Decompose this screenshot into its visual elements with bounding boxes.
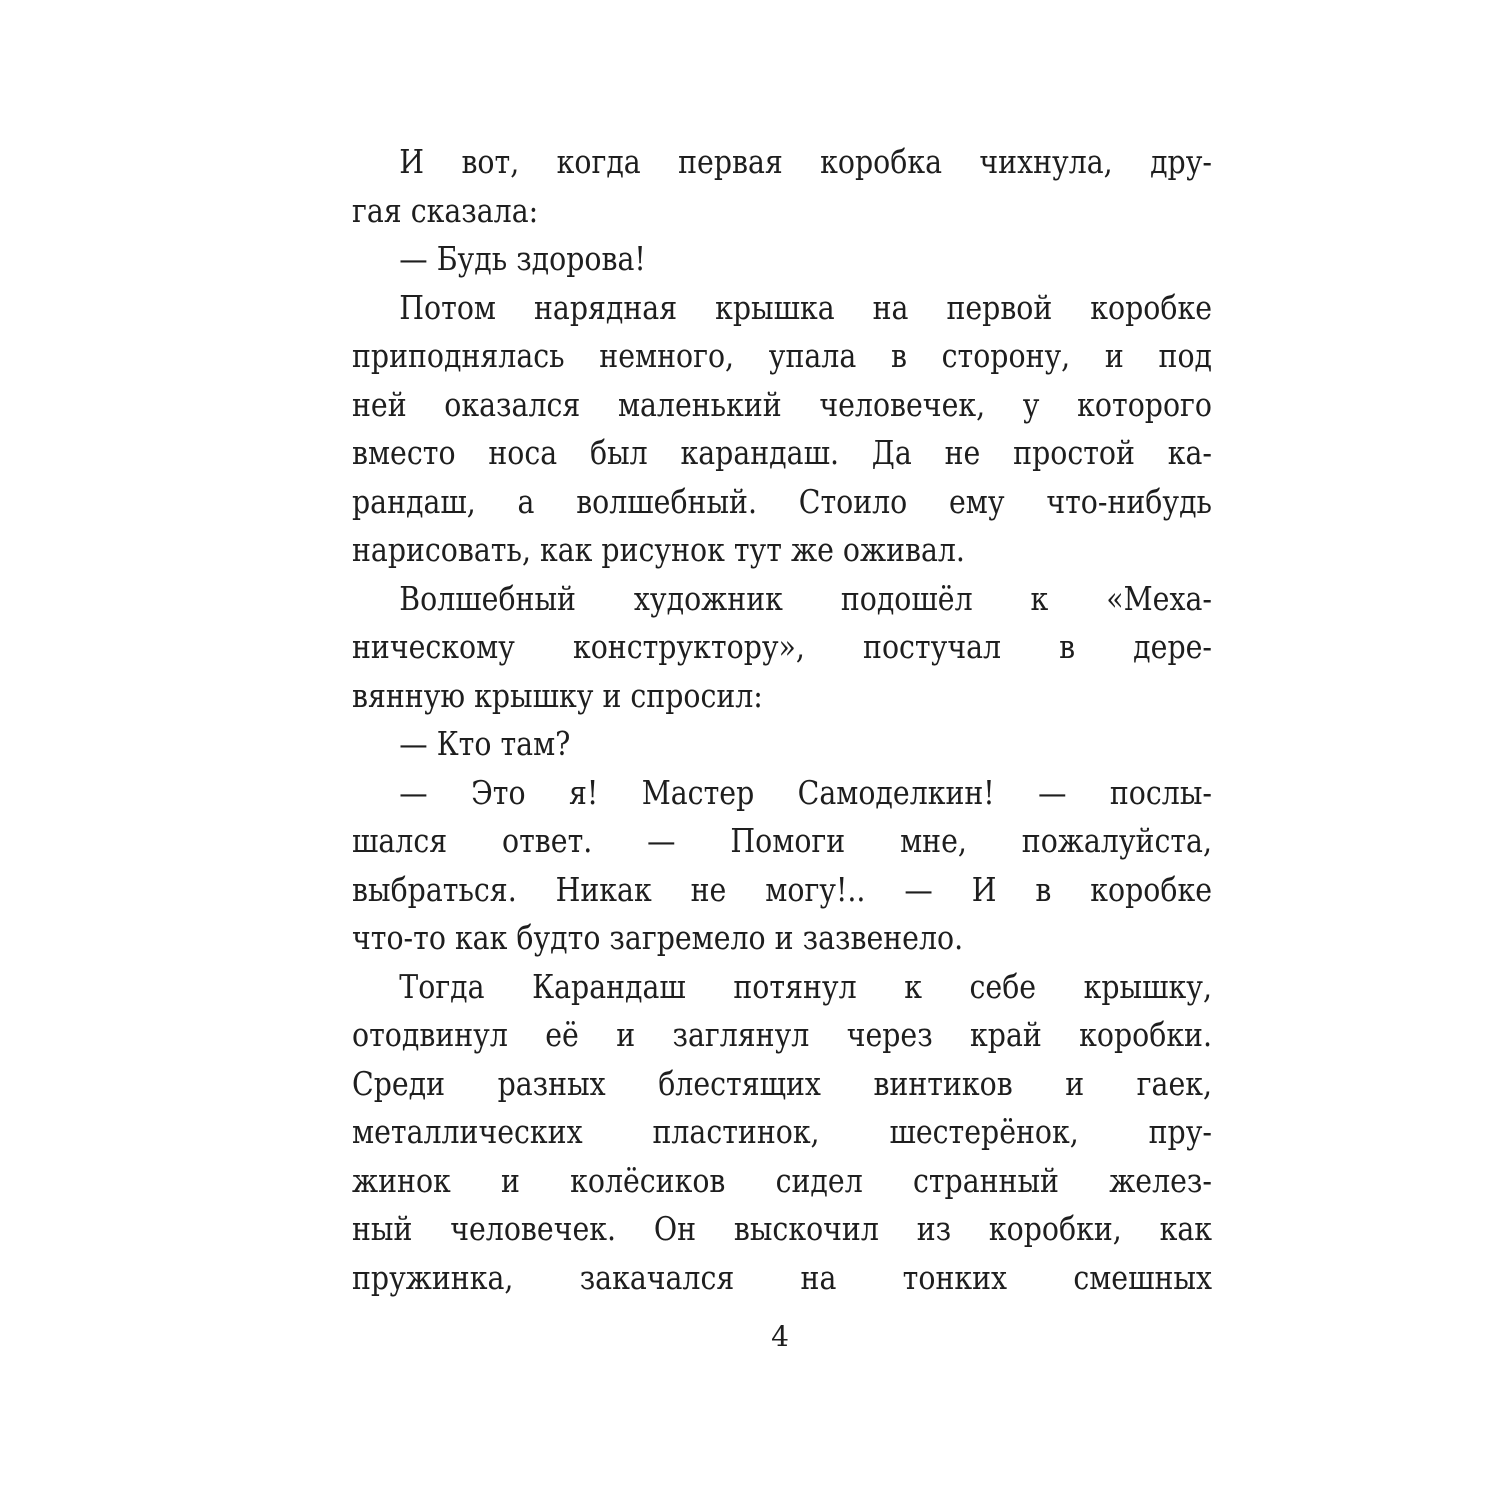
text-line: Потом нарядная крышка на первой коробке — [399, 287, 1212, 327]
text-line: жинок и колёсиков сидел странный желез- — [352, 1160, 1212, 1200]
text-line: приподнялась немного, упала в сторону, и под — [352, 336, 1212, 375]
page-body-text — [352, 138, 1212, 1302]
text-line: — Это я! Мастер Самоделкин! — послы- — [399, 772, 1212, 812]
text-line: Среди разных блестящих винтиков и гаек, — [352, 1063, 1212, 1103]
text-line: что-то как будто загремело и зазвенело. — [352, 918, 964, 957]
text-line: — Кто там? — [399, 724, 571, 763]
text-line: Тогда Карандаш потянул к себе крышку, — [399, 966, 1212, 1006]
text-line: нарисовать, как рисунок тут же оживал. — [352, 530, 965, 569]
text-line: И вот, когда первая коробка чихнула, дру- — [399, 142, 1212, 181]
text-line: Волшебный художник подошёл к «Меха- — [399, 578, 1212, 618]
text-line: — Будь здорова! — [399, 239, 646, 278]
text-line: пружинка, закачался на тонких смешных — [352, 1257, 1212, 1297]
text-line: рандаш, а волшебный. Стоило ему что-нибудь — [352, 481, 1212, 521]
text-line: ный человечек. Он выскочил из коробки, как — [352, 1209, 1212, 1248]
text-line: ническому конструктору», постучал в дере- — [352, 627, 1212, 666]
page-number: 4 — [771, 1320, 789, 1353]
text-line: вместо носа был карандаш. Да не простой ка- — [352, 433, 1212, 472]
text-line: шался ответ. — Помоги мне, пожалуйста, — [352, 821, 1212, 860]
text-line: ней оказался маленький человечек, у которого — [352, 384, 1212, 424]
text-line: выбраться. Никак не могу!.. — И в коробке — [352, 869, 1212, 909]
text-line: металлических пластинок, шестерёнок, пру- — [352, 1112, 1212, 1151]
text-line: гая сказала: — [352, 190, 539, 230]
text-line: вянную крышку и спросил: — [352, 675, 763, 715]
text-line: отодвинул её и заглянул через край коробки. — [352, 1015, 1212, 1054]
